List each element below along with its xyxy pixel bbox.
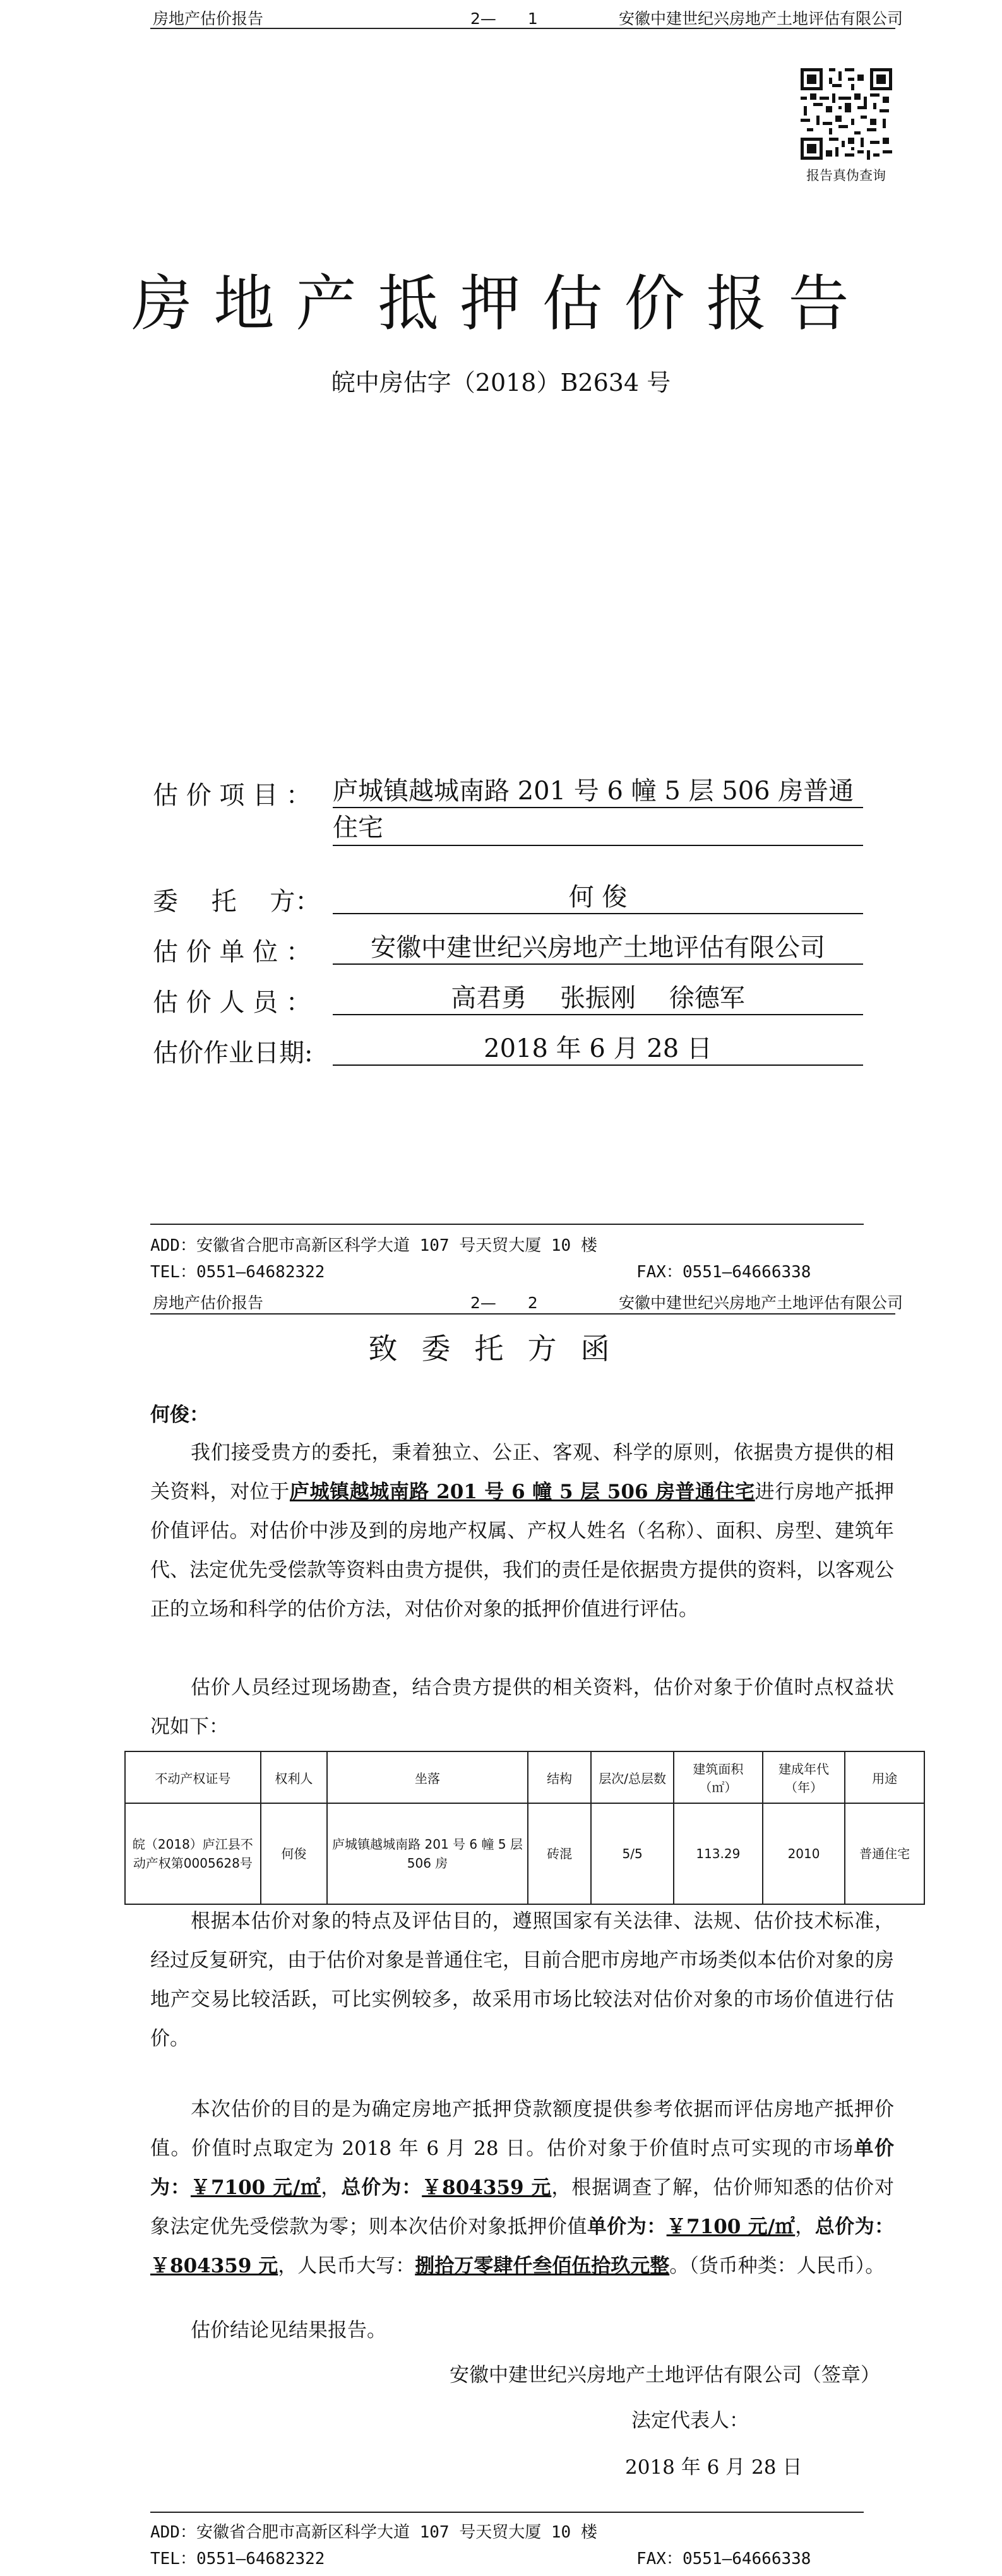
table-header: 坐落 <box>327 1751 528 1803</box>
page2-footer-address: ADD：安徽省合肥市高新区科学大道 107 号天贸大厦 10 楼 <box>150 2523 597 2542</box>
info-row-work-date <box>153 1033 712 1069</box>
page2-header-rule <box>150 1313 895 1315</box>
page1-footer-address: ADD：安徽省合肥市高新区科学大道 107 号天贸大厦 10 楼 <box>150 1236 597 1255</box>
para4-text: ，人民币大写： <box>278 2255 415 2277</box>
page1-header-page: 2— 1 <box>470 9 538 28</box>
table-row <box>125 1803 924 1904</box>
info-row-client <box>153 881 628 917</box>
info-value: 2018 年 6 月 28 日 <box>333 1033 863 1066</box>
table-header: 用途 <box>845 1751 924 1803</box>
market-total-price: ￥804359 元 <box>422 2176 552 2199</box>
info-value: 何 俊 <box>333 881 863 914</box>
table-cell: 普通住宅 <box>845 1803 924 1904</box>
para1-text: 我们接受贵方的委托，秉着独立、公正、客观、科学的原则，依据贵方提供的相关资料，对位于 <box>150 1441 894 1503</box>
page2-footer-rule <box>150 2512 864 2513</box>
table-header: 建筑面积（㎡） <box>674 1751 763 1803</box>
table-cell: 2010 <box>763 1803 845 1904</box>
property-rights-table <box>124 1751 925 1905</box>
para4-text: ， <box>795 2215 815 2238</box>
info-value: 安徽中建世纪兴房地产土地评估有限公司 <box>333 932 863 965</box>
total-price-label: 总价为： <box>341 2176 422 2199</box>
mortgage-total-price: ￥804359 元 <box>150 2255 278 2277</box>
page1-footer-tel: TEL：0551—64682322 <box>150 1263 325 1282</box>
salutation: 何俊： <box>150 1404 209 1426</box>
paragraph-5: 估价结论见结果报告。 <box>191 2319 386 2342</box>
info-value: 高君勇 张振刚 徐德军 <box>333 982 863 1015</box>
para4-text: ， <box>321 2176 342 2199</box>
page2-footer-fax: FAX：0551—64666338 <box>636 2549 811 2568</box>
table-cell: 皖（2018）庐江县不动产权第0005628号 <box>125 1803 261 1904</box>
info-label: 估 价 项 目 ： <box>153 781 311 810</box>
letter-date: 2018 年 6 月 28 日 <box>625 2456 802 2479</box>
unit-price-label: 单价为： <box>150 2137 894 2199</box>
table-cell: 113.29 <box>674 1803 763 1904</box>
mortgage-unit-price: ￥7100 元/㎡ <box>666 2215 796 2238</box>
info-value: 庐城镇越城南路 201 号 6 幢 5 层 506 房普通 <box>333 775 863 808</box>
table-cell: 庐城镇越城南路 201 号 6 幢 5 层 506 房 <box>327 1803 528 1904</box>
total-price-label: 总价为： <box>814 2215 895 2238</box>
info-label: 估 价 单 位 ： <box>153 938 311 967</box>
letter-title: 致委托方函 <box>368 1332 634 1366</box>
page2-footer-tel: TEL：0551—64682322 <box>150 2549 325 2568</box>
info-row-appraisers <box>153 982 745 1018</box>
paragraph-2: 估价人员经过现场勘查，结合贵方提供的相关资料，估价对象于价值时点权益状况如下： <box>150 1676 894 1738</box>
page1-header-left: 房地产估价报告 <box>153 9 264 28</box>
table-header: 结构 <box>528 1751 591 1803</box>
para4-text: 本次估价的目的是为确定房地产抵押贷款额度提供参考依据而评估房地产抵押价值。价值时点取定为 2018 年 6 月 28 日。估价对象于价值时点可实现的市场 <box>150 2098 894 2160</box>
info-row-appraiser-company <box>153 932 825 968</box>
table-header: 层次/总层数 <box>591 1751 674 1803</box>
para1-text-cont: 进行房地产抵押价值评估。对估价中涉及到的房地产权属、产权人姓名（名称）、面积、房型、建筑年代、法定优先受偿款等资料由贵方提供，我们的责任是依据贵方提供的资料，以客观公正的立场和科学的估价方法，对估价对象的抵押价值进行评估。 <box>150 1481 895 1621</box>
page1-header-right: 安徽中建世纪兴房地产土地评估有限公司 <box>619 9 904 28</box>
table-header: 不动产权证号 <box>125 1751 261 1803</box>
info-label: 委 托 方： <box>153 887 321 916</box>
table-cell: 5/5 <box>591 1803 674 1904</box>
company-signature: 安徽中建世纪兴房地产土地评估有限公司（签章） <box>450 2364 880 2387</box>
page1-footer-fax: FAX：0551—64666338 <box>636 1263 811 1282</box>
info-label: 估价作业日期: <box>153 1039 313 1068</box>
report-title: 房地产抵押估价报告 <box>131 268 871 339</box>
para4-text: ，根据调查了解，估价师知悉的估价对象法定优先受偿款为零；则本次估价对象抵押价值 <box>150 2176 895 2238</box>
page1-footer-rule <box>150 1224 864 1225</box>
qr-label: 报告真伪查询 <box>806 168 886 183</box>
market-unit-price: ￥7100 元/㎡ <box>190 2176 321 2199</box>
table-cell: 砖混 <box>528 1803 591 1904</box>
para4-text: 。（货币种类：人民币）。 <box>669 2255 885 2277</box>
info-value-continued: 住宅 <box>333 811 863 846</box>
amount-in-words: 捌拾万零肆仟叁佰伍拾玖元整 <box>415 2255 670 2277</box>
table-header: 权利人 <box>261 1751 327 1803</box>
qr-code-icon[interactable] <box>801 68 892 160</box>
table-cell: 何俊 <box>261 1803 327 1904</box>
property-address: 庐城镇越城南路 201 号 6 幢 5 层 506 房普通住宅 <box>289 1481 755 1503</box>
paragraph-4 <box>150 2090 894 2286</box>
page1-header-rule <box>150 28 895 29</box>
info-row-project <box>153 775 854 842</box>
table-header-row <box>125 1751 924 1803</box>
info-label: 估 价 人 员 ： <box>153 988 311 1017</box>
report-number: 皖中房估字（2018）B2634 号 <box>331 369 671 397</box>
unit-price-label: 单价为： <box>587 2215 667 2238</box>
paragraph-1 <box>150 1433 894 1629</box>
legal-representative: 法定代表人： <box>631 2409 749 2432</box>
page2-header-right: 安徽中建世纪兴房地产土地评估有限公司 <box>619 1294 904 1312</box>
page2-header-left: 房地产估价报告 <box>153 1294 264 1312</box>
paragraph-3: 根据本估价对象的特点及评估目的，遵照国家有关法律、法规、估价技术标准，经过反复研究，由于估价对象是普通住宅，目前合肥市房地产市场类似本估价对象的房地产交易比较活跃，可比实例较多，故采用市场比较法对估价对象的市场价值进行估价。 <box>150 1910 894 2050</box>
page2-header-page: 2— 2 <box>470 1294 538 1312</box>
table-header: 建成年代（年） <box>763 1751 845 1803</box>
